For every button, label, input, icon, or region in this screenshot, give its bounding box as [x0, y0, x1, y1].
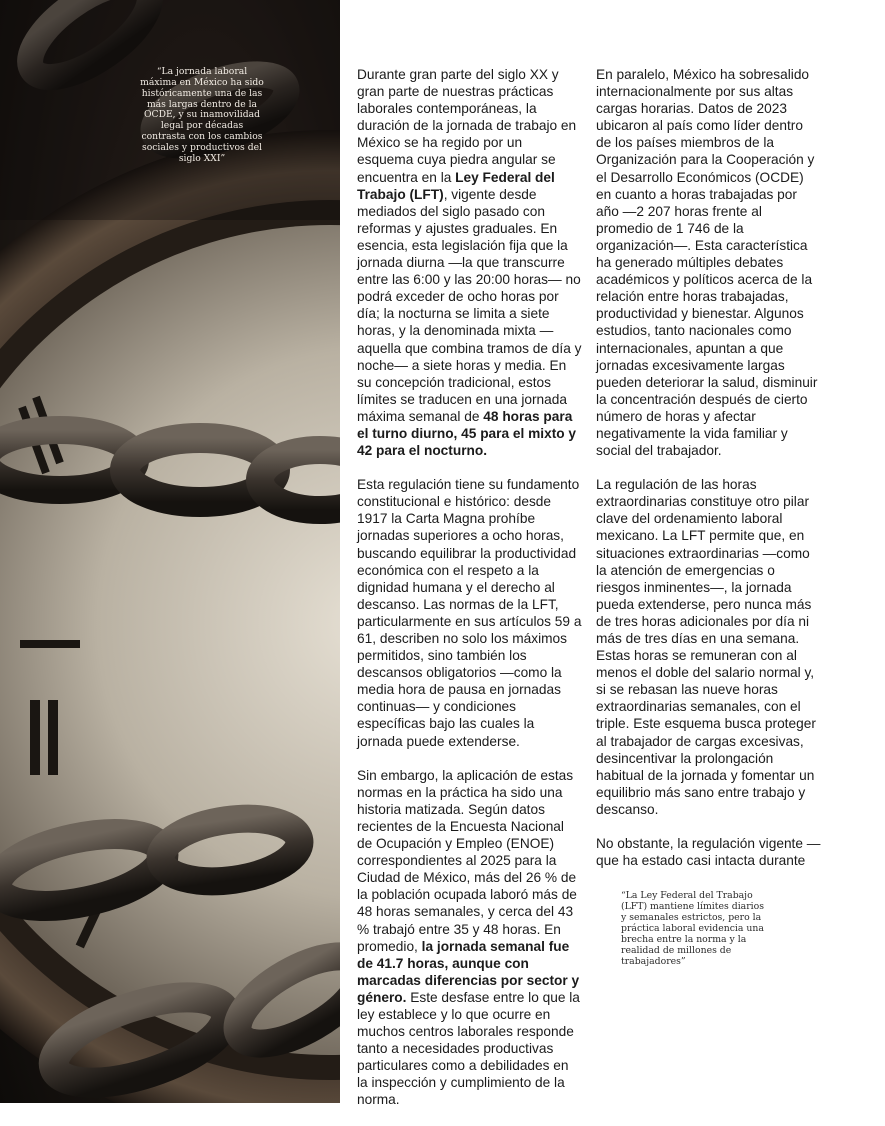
article-column-1 [357, 66, 582, 1126]
paragraph: En paralelo, México ha sobresalido internacionalmente por sus altas cargas horarias. Datos de 2023 ubicaron al país como líder dentro de los países miembros de la Organización para la Cooperación y el Desarrollo Económicos (OCDE) en cuanto a horas trabajadas por año —2 207 horas frente al promedio de 1 746 de la organización—. Esta característica ha generado múltiples debates académicos y políticos acerca de la relación entre horas trabajadas, productividad y bienestar. Algunos estudios, tanto nacionales como internacionales, apuntan a que jornadas excesivamente largas pueden deteriorar la salud, disminuir la concentración después de cierto número de horas y afectar negativamente la vida familiar y social del trabajador. [596, 67, 818, 459]
paragraph: No obstante, la regulación vigente —que ha estado casi intacta durante [596, 836, 821, 869]
paragraph: Esta regulación tiene su fundamento constitucional e histórico: desde 1917 la Carta Magna prohíbe jornadas superiores a ocho horas, buscando equilibrar la productividad económica con el respeto a la dignidad humana y el derecho al descanso. Las normas de la LFT, particularmente en sus artículos 59 a 61, describen no solo los máximos permitidos, sino también los descansos obligatorios —como la media hora de pausa en jornadas continuas— y condiciones específicas bajo las cuales la jornada puede extenderse. [357, 477, 582, 749]
pull-quote-left: “La jornada laboral máxima en México ha sido históricamente una de las más largas dentro de la OCDE, y su inamovilidad legal por décadas contrasta con los cambios sociales y productivos del siglo XXI” [140, 66, 264, 164]
clock-chains-illustration [0, 0, 340, 1103]
paragraph: Sin embargo, la aplicación de estas normas en la práctica ha sido una historia matizada. Según datos recientes de la Encuesta Nacional de Ocupación y Empleo (ENOE) correspondientes al 2025 para la Ciudad de México, más del 26 % de la población ocupada laboró más de 48 horas semanales, y cerca del 43 % trabajó entre 35 y 48 horas. En promedio, la jornada semanal fue de 41.7 horas, aunque con marcadas diferencias por sector y género. Este desfase entre lo que la ley establece y lo que ocurre en muchos centros laborales responde tanto a necesidades productivas particulares como a debilidades en la inspección y cumplimiento de la norma. [357, 767, 580, 1108]
paragraph: La regulación de las horas extraordinarias constituye otro pilar clave del ordenamiento laboral mexicano. La LFT permite que, en situaciones extraordinarias —como la atención de emergencias o riesgos inminentes—, la jornada pueda extenderse, pero nunca más de tres horas adicionales por día ni más de tres días en una semana. Estas horas se remuneran con al menos el doble del salario normal y, si se rebasan las nueve horas extraordinarias semanales, con el triple. Este esquema busca proteger al trabajador de cargas excesivas, desincentivar la prolongación habitual de la jornada y fomentar un equilibrio más sano entre trabajo y descanso. [596, 477, 816, 817]
pull-quote-right: “La Ley Federal del Trabajo (LFT) mantiene límites diarios y semanales estrictos, pero la práctica laboral evidencia una brecha entre la norma y la realidad de millones de trabajadores” [621, 890, 764, 967]
article-column-2 [596, 66, 821, 886]
paragraph: Durante gran parte del siglo XX y gran parte de nuestras prácticas laborales contemporáneas, la duración de la jornada de trabajo en México se ha regido por un esquema cuya piedra angular se encuentra en la Ley Federal del Trabajo (LFT), vigente desde mediados del siglo pasado con reformas y ajustes graduales. En esencia, esta legislación fija que la jornada diurna —la que transcurre entre las 6:00 y las 20:00 horas— no podrá exceder de ocho horas por día; la nocturna se limita a siete horas, y la denominada mixta —aquella que combina tramos de día y noche— a siete horas y media. En su concepción tradicional, estos límites se traducen en una jornada máxima semanal de 48 horas para el turno diurno, 45 para el mixto y 42 para el nocturno. [357, 67, 582, 459]
clock-chains-photo [0, 0, 340, 1103]
